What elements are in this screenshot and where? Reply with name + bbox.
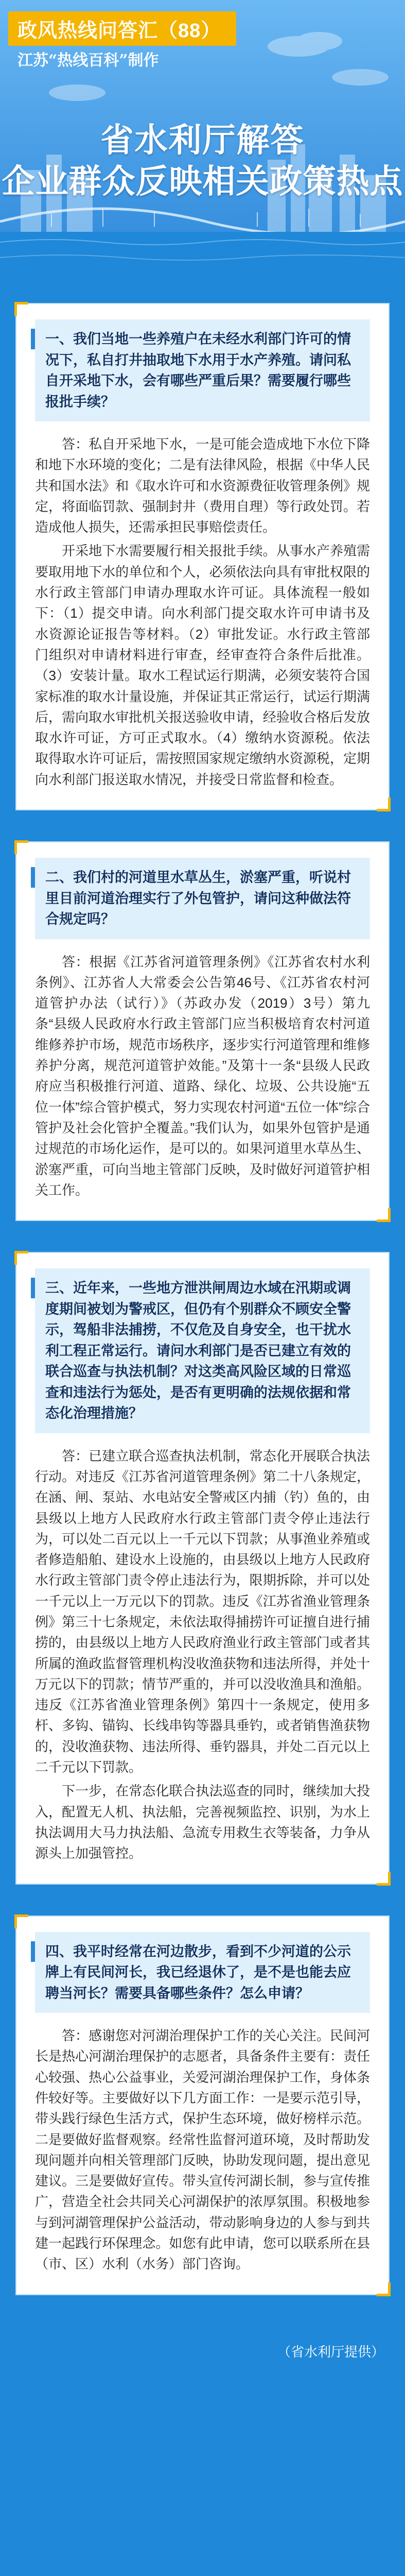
answer-paragraph: 下一步，在常态化联合执法巡查的同时，继续加大投入，配置无人机、执法船，完善视频监控、识别，为水上执法调用大马力执法船、急流专用救生衣等装备，力争从源头上加强管控。 bbox=[35, 1783, 370, 1861]
answer-paragraph: 答：已建立联合巡查执法机制，常态化开展联合执法行动。对违反《江苏省河道管理条例》第二十八条规定，在涵、闸、泵站、水电站安全警戒区内捕（钓）鱼的，由县级以上地方人民政府水行政主管部门责令停止违法行为，可以处二百元以上一千元以下罚款；从事渔业养殖或者修造船舶、建设水上设施的，由县级以上地方人民政府水行政主管部门责令停止违法行为，限期拆除，并可以处一千元以上一万元以下的罚款。违反《江苏省渔业管理条例》第三十七条规定，未依法取得捕捞许可证擅自进行捕捞的，由县级以上地方人民政府渔业行政主管部门或者其所属的渔政监督管理机构没收渔获物和违法所得，并处十万元以下的罚款；情节严重的，并可以没收渔具和渔船。违反《江苏省渔业管理条例》第四十一条规定，使用多杆、多钩、锚钩、长线串钩等器具垂钓，或者销售渔获物的，没收渔获物、违法所得、垂钓器具，并处二百元以上二千元以下罚款。 bbox=[35, 1448, 370, 1775]
question-text: 二、我们村的河道里水草丛生，淤塞严重，听说村里目前河道治理实行了外包管护，请问这种做法符合规定吗？ bbox=[35, 858, 370, 939]
question-text: 三、近年来，一些地方泄洪闸周边水域在汛期或调度期间被划为警戒区，但仍有个别群众不顾安全警示，驾船非法捕捞，不仅危及自身安全，也干扰水利工程正常运行。请问水利部门是否已建立有效的联合巡查与执法机制？对这类高风险区域的日常巡查和违法行为惩处，是否有更明确的法规依据和常态化治理措施？ bbox=[35, 1268, 370, 1433]
qa-card-4 bbox=[15, 1916, 390, 2295]
series-tag: 政风热线问答汇（88） bbox=[8, 11, 236, 46]
answer-paragraph: 答：根据《江苏省河道管理条例》《江苏省农村水利条例》、江苏省人大常委会公告第46号、《江苏省农村河道管护办法（试行）》（苏政办发（2019）3号）第九条“县级人民政府水行政主管部门应当积极培育农村河道维修养护市场，规范市场秩序，逐步实行河道管理和维修养护分离，规范河道管护效能。”及第十一条“县级人民政府应当积极推行河道、道路、绿化、垃圾、公共设施“五位一体”综合管护模式，努力实现农村河道“五位一体”综合管护及社会化管护全覆盖。”我们认为，如果外包管护是通过规范的市场化运作，是可以的。如果河道里水草丛生、淤塞严重，可向当地主管部门反映，及时做好河道管护相关工作。 bbox=[35, 954, 370, 1198]
title-line-2: 企业群众反映相关政策热点 bbox=[2, 163, 403, 200]
qa-card-3 bbox=[15, 1252, 390, 1884]
answer-paragraph: 答：私自开采地下水，一是可能会造成地下水位下降和地下水环境的变化；二是有法律风险，根据《中华人民共和国水法》和《取水许可和水资源费征收管理条例》规定，将面临罚款、强制封井（费用自理）等行政处罚。若造成他人损失，还需承担民事赔偿责任。 bbox=[35, 436, 370, 535]
hero-banner bbox=[0, 0, 405, 289]
title-line-1: 省水利厅解答 bbox=[100, 122, 305, 159]
page-title bbox=[0, 120, 405, 202]
qa-list bbox=[0, 289, 405, 2357]
question-text: 一、我们当地一些养殖户在未经水利部门许可的情况下，私自打井抽取地下水用于水产养殖。请问私自开采地下水，会有哪些严重后果？需要履行哪些报批手续？ bbox=[35, 319, 370, 421]
series-subtitle: 江苏“热线百科”制作 bbox=[17, 52, 159, 70]
question-text: 四、我平时经常在河边散步，看到不少河道的公示牌上有民间河长，我已经退休了，是不是也能去应聘当河长？需要具备哪些条件？怎么申请？ bbox=[35, 1932, 370, 2013]
answer-paragraph: 开采地下水需要履行相关报批手续。从事水产养殖需要取用地下水的单位和个人，必须依法向具有审批权限的水行政主管部门申请办理取水许可证。具体流程一般如下：（1）提交申请。向水利部门提交取水许可申请书及水资源论证报告等材料。（2）审批发证。水行政主管部门组织对申请材料进行审查，经审查符合条件后批准。（3）安装计量。取水工程试运行期满，必须安装符合国家标准的取水计量设施，并保证其正常运行，试运行期满后，需向取水审批机关报送验收申请，经验收合格后发放取水许可证，方可正式取水。（4）缴纳水资源税。依法取得取水许可证后，需按照国家规定缴纳水资源税，定期向水利部门报送取水情况，并接受日常监督和检查。 bbox=[35, 543, 370, 787]
answer-paragraph: 答：感谢您对河湖治理保护工作的关心关注。民间河长是热心河湖治理保护的志愿者，具备条件主要有：责任心较强、热心公益事业，关爱河湖治理保护工作，身体条件较好等。主要做好以下几方面工作：一是要示范引导，带头践行绿色生活方式，保护生态环境，做好榜样示范。二是要做好监督观察。经常性监督河道环境，及时帮助发现问题并向相关管理部门反映，协助发现问题，提出意见建议。三是要做好宣传。带头宣传河湖长制，参与宣传推广，营造全社会共同关心河湖保护的浓厚氛围。积极地参与到河湖管理保护公益活动，带动影响身边的人参与到共建一起践行环保理念。如您有此申请，您可以联系所在县（市、区）水利（水务）部门咨询。 bbox=[35, 2028, 370, 2272]
qa-card-2 bbox=[15, 841, 390, 1221]
source-credit: （省水利厅提供） bbox=[277, 2344, 384, 2360]
qa-card-1 bbox=[15, 303, 390, 810]
